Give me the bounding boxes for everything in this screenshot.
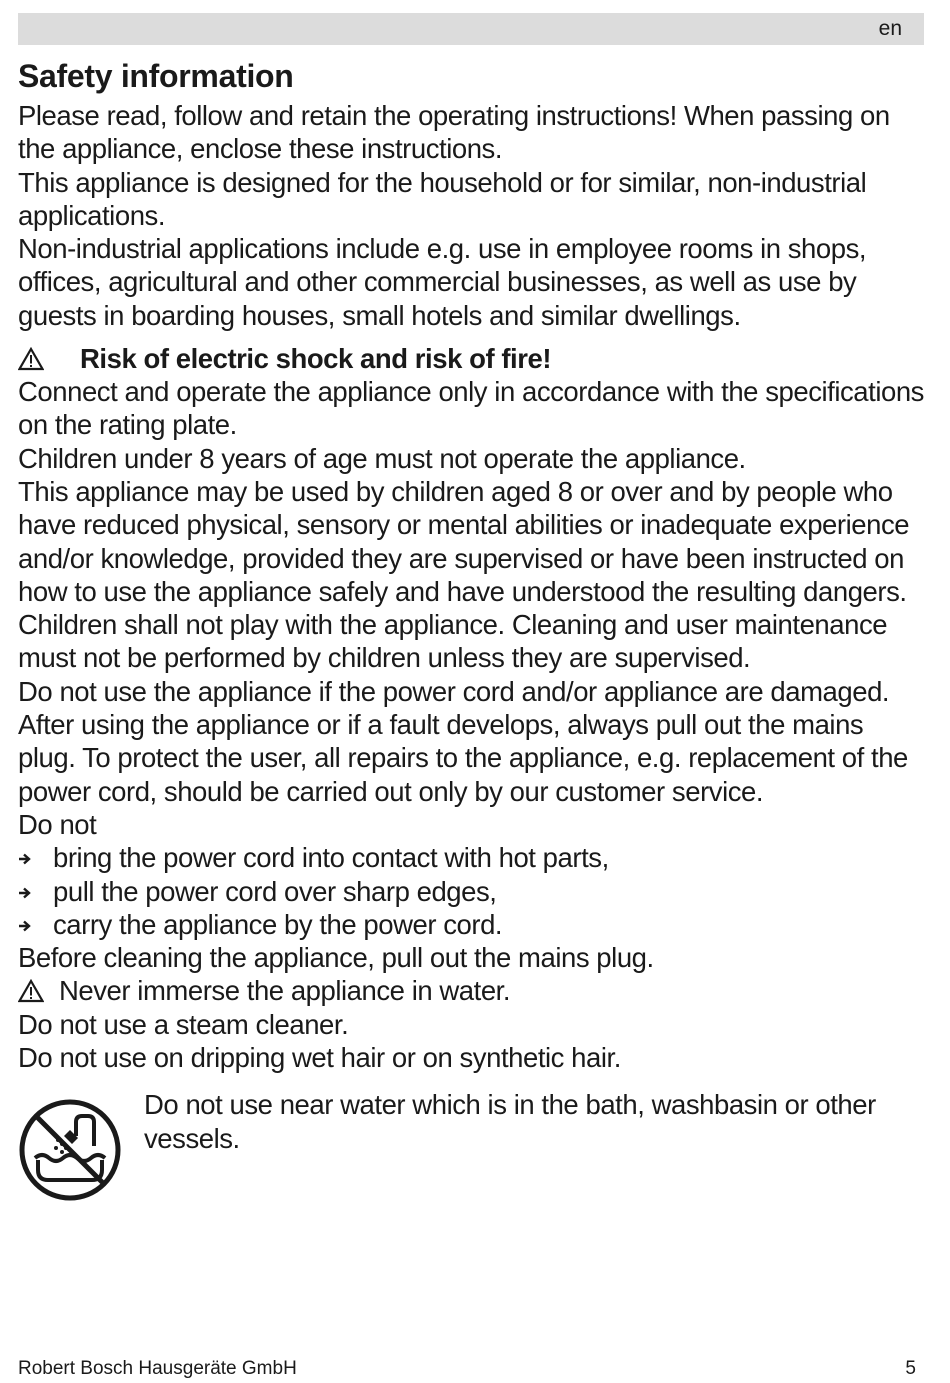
warning-paragraph: Children under 8 years of age must not operate the appliance.: [18, 442, 746, 474]
wet-hair-note: Do not use on dripping wet hair or on synthetic hair.: [18, 1042, 621, 1074]
warning-heading: [18, 342, 924, 375]
intro-paragraph: Non-industrial applications include e.g. use in employee rooms in shops, offices, agricultural and other commercial businesses, as well as use by guests in boarding houses, small hotels and similar dwellings.: [18, 233, 867, 331]
no-water-icon: [18, 1098, 122, 1202]
immerse-warning: [18, 974, 924, 1007]
warning-paragraph: Do not use the appliance if the power cord and/or appliance are damaged. After using the appliance or if a fault develops, always pull out the mains plug. To protect the user, all repairs to the appliance, e.g. replacement of the power cord, should be carried out only by our customer service.: [18, 675, 908, 807]
cleaning-note: Before cleaning the appliance, pull out the mains plug.: [18, 942, 654, 974]
warning-heading-text: Risk of electric shock and risk of fire!: [80, 343, 552, 375]
intro-paragraph: This appliance is designed for the household or for similar, non-industrial applications.: [18, 166, 867, 231]
list-item-text: bring the power cord into contact with hot parts,: [53, 842, 609, 874]
warning-triangle-icon: [18, 347, 44, 371]
list-item-text: carry the appliance by the power cord.: [53, 908, 503, 940]
page-number: 5: [905, 1358, 916, 1379]
steam-note: Do not use a steam cleaner.: [18, 1008, 349, 1040]
arrow-right-icon: [18, 852, 32, 866]
warning-paragraph: This appliance may be used by children aged 8 or over and by people who have reduced physical, sensory or mental abilities or inadequate experience and/or knowledge, provided they are supervised or have been instructed on how to use the appliance safely and have understood the resulting dangers. Children shall not play with the appliance. Cleaning and user maintenance must not be performed by children unless they are supervised.: [18, 475, 910, 674]
arrow-right-icon: [18, 886, 32, 900]
warning-paragraph: Connect and operate the appliance only in accordance with the specifications on the rating plate.: [18, 376, 924, 441]
intro-paragraph: Please read, follow and retain the operating instructions! When passing on the appliance, enclose these instructions.: [18, 100, 890, 165]
list-item: [18, 841, 924, 874]
arrow-right-icon: [18, 919, 32, 933]
list-item: [18, 908, 924, 941]
water-notice: [18, 1088, 924, 1202]
water-notice-text: Do not use near water which is in the bath, washbasin or other vessels.: [144, 1089, 876, 1154]
language-bar: [18, 13, 924, 45]
safety-content: [18, 99, 924, 1202]
page-title: Safety information: [18, 58, 294, 94]
warning-triangle-icon: [18, 979, 44, 1003]
list-item-text: pull the power cord over sharp edges,: [53, 875, 497, 907]
list-item: [18, 875, 924, 908]
language-code: en: [878, 17, 902, 40]
immerse-warning-text: Never immerse the appliance in water.: [59, 975, 511, 1007]
footer-company: Robert Bosch Hausgeräte GmbH: [18, 1358, 297, 1379]
warning-paragraph: Do not: [18, 808, 97, 840]
